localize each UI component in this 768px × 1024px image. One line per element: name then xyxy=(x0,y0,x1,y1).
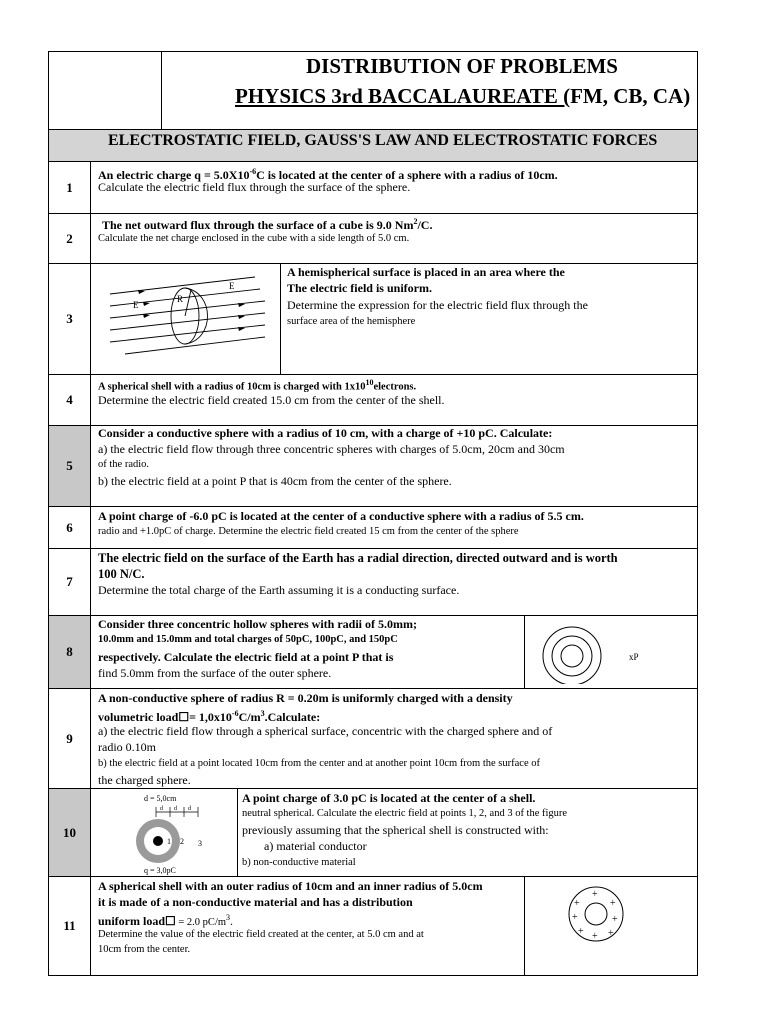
svg-text:d: d xyxy=(160,806,163,812)
spacing-label: d = 5,0cm xyxy=(144,794,177,803)
problem-9-question-a: a) the electric field flow through a spherical surface, concentric with the charged sphere and of xyxy=(98,724,553,738)
problem-5-question-a-cont: of the radio. xyxy=(98,459,150,470)
hemisphere-field-figure xyxy=(105,272,275,362)
problem-number: 4 xyxy=(66,392,73,407)
charged-shell-figure xyxy=(564,882,628,946)
problem-10-statement: A point charge of 3.0 pC is located at the center of a shell. xyxy=(242,791,536,805)
problem-7-question: Determine the total charge of the Earth assuming it is a conducting surface. xyxy=(98,583,460,597)
row-divider xyxy=(48,876,698,877)
row-divider xyxy=(48,129,698,130)
document-subtitle xyxy=(235,84,690,109)
problem-10-question: neutral spherical. Calculate the electric field at points 1, 2, and 3 of the figure xyxy=(242,808,568,819)
svg-text:+: + xyxy=(592,931,598,942)
problem-5-question-a: a) the electric field flow through three concentric spheres with charges of 5.0cm, 20cm and 30cm xyxy=(98,442,565,456)
svg-text:d: d xyxy=(188,806,191,812)
point-p-label: xP xyxy=(629,652,639,662)
figure-divider xyxy=(237,788,238,876)
problem-number: 8 xyxy=(49,616,90,688)
problem-2-question: Calculate the net charge enclosed in the cube with a side length of 5.0 cm. xyxy=(98,233,410,244)
figure-divider xyxy=(280,263,281,374)
row-divider xyxy=(48,506,698,507)
svg-text:+: + xyxy=(592,889,598,900)
problem-3-question-2: surface area of the hemisphere xyxy=(287,316,416,327)
field-label: E xyxy=(229,281,235,291)
problem-number: 5 xyxy=(49,426,90,506)
problem-number: 6 xyxy=(66,519,73,535)
problem-7-statement: The electric field on the surface of the Earth has a radial direction, directed outward and is worth xyxy=(98,551,618,565)
problem-number: 10 xyxy=(49,789,90,876)
problem-number: 11 xyxy=(63,918,76,933)
problem-number: 2 xyxy=(66,230,73,246)
svg-text:d: d xyxy=(174,806,177,812)
subtitle-underlined: PHYSICS 3rd BACCALAUREATE ( xyxy=(235,84,571,108)
point-label: 2 xyxy=(180,837,184,846)
problem-4-question: Determine the electric field created 15.0 cm from the center of the shell. xyxy=(98,393,445,407)
problem-11-statement-3: uniform load☐ = 2.0 $pC/m^3$. xyxy=(98,913,234,928)
problem-9-question-b: b) the electric field at a point located 10cm from the center and at another point 10cm from the surface of xyxy=(98,758,540,769)
problem-11-question-2: 10cm from the center. xyxy=(98,944,191,955)
problem-2-statement: The net outward flux through the surface of a cube is 9.0 Nm$^2$/C. xyxy=(102,217,433,232)
problem-6-question: radio and +1.0pC of charge. Determine the electric field created 15 cm from the center of the sphere xyxy=(98,526,519,537)
charge-label: q = 3,0pC xyxy=(144,866,176,875)
problem-10-question-2: previously assuming that the spherical shell is constructed with: xyxy=(242,823,549,837)
problem-5-statement: Consider a conductive sphere with a radius of 10 cm, with a charge of +10 pC. Calculate: xyxy=(98,426,553,440)
problem-10-option-b: b) non-conductive material xyxy=(242,857,356,868)
problem-9-question-b-cont: the charged sphere. xyxy=(98,773,191,787)
problem-3-statement-2: The electric field is uniform. xyxy=(287,281,432,295)
row-divider xyxy=(48,161,698,162)
problem-8-question: find 5.0mm from the surface of the outer sphere. xyxy=(98,666,332,680)
problem-number: 3 xyxy=(66,311,73,326)
concentric-spheres-figure xyxy=(540,624,660,684)
problem-3-statement: A hemispherical surface is placed in an area where the xyxy=(287,265,565,279)
problem-8-statement-2: 10.0mm and 15.0mm and total charges of 50pC, 100pC, and 150pC xyxy=(98,634,398,645)
problem-8-statement-3: respectively. Calculate the electric field at a point P that is xyxy=(98,650,394,664)
problem-number: 1 xyxy=(66,179,73,195)
svg-text:+: + xyxy=(608,928,614,939)
svg-text:+: + xyxy=(572,912,578,923)
figure-divider xyxy=(524,876,525,976)
field-label: E xyxy=(133,300,139,310)
problem-number: 7 xyxy=(66,574,73,589)
figure-divider xyxy=(524,615,525,688)
problem-5-question-b: b) the electric field at a point P that is 40cm from the center of the sphere. xyxy=(98,474,452,488)
problem-10-option-a: a) material conductor xyxy=(264,839,367,853)
document-title: DISTRIBUTION OF PROBLEMS xyxy=(306,54,618,78)
point-label: 1 xyxy=(167,837,171,846)
radius-label: R xyxy=(177,294,184,304)
shell-points-figure xyxy=(122,791,214,875)
problem-number: 9 xyxy=(66,730,73,746)
problem-6-statement: A point charge of -6.0 pC is located at the center of a conductive sphere with a radius of 5.5 cm. xyxy=(98,509,584,523)
problem-7-statement-2: 100 N/C. xyxy=(98,567,145,581)
point-label: 3 xyxy=(198,839,202,848)
problem-1-statement: An electric charge $q = 5.0X10^{-6}C$ is located at the center of a sphere with a radius of 10cm. xyxy=(98,167,558,182)
svg-text:+: + xyxy=(578,926,584,937)
problem-11-statement-2: it is made of a non-conductive material and has a distribution xyxy=(98,895,413,909)
subtitle-rest: FM, CB, CA) xyxy=(570,84,691,108)
svg-text:+: + xyxy=(612,914,618,925)
problem-9-statement: A non-conductive sphere of radius R = 0.20m is uniformly charged with a density xyxy=(98,691,513,705)
row-divider xyxy=(48,788,698,789)
section-title: ELECTROSTATIC FIELD, GAUSS'S LAW AND ELECTROSTATIC FORCES xyxy=(108,132,658,149)
svg-text:+: + xyxy=(574,898,580,909)
row-divider xyxy=(48,548,698,549)
problem-11-statement: A spherical shell with an outer radius of 10cm and an inner radius of 5.0cm xyxy=(98,879,483,893)
problem-8-statement: Consider three concentric hollow spheres with radii of 5.0mm; xyxy=(98,617,417,631)
problem-9-question-a-cont: radio 0.10m xyxy=(98,740,156,754)
problem-1-question: Calculate the electric field flux through the surface of the sphere. xyxy=(98,180,411,194)
problem-3-question: Determine the expression for the electric field flux through the xyxy=(287,298,588,312)
problem-11-question: Determine the value of the electric field created at the center, at 5.0 cm and at xyxy=(98,929,424,940)
row-divider xyxy=(48,688,698,689)
number-column-divider xyxy=(90,161,91,976)
problem-9-statement-2: volumetric load☐= $1,0x10^{-6}C/m^3.Calculate$: xyxy=(98,709,321,724)
svg-text:+: + xyxy=(610,898,616,909)
problem-4-statement: A spherical shell with a radius of 10cm is charged with $1x10^{10}electrons$. xyxy=(98,378,417,393)
